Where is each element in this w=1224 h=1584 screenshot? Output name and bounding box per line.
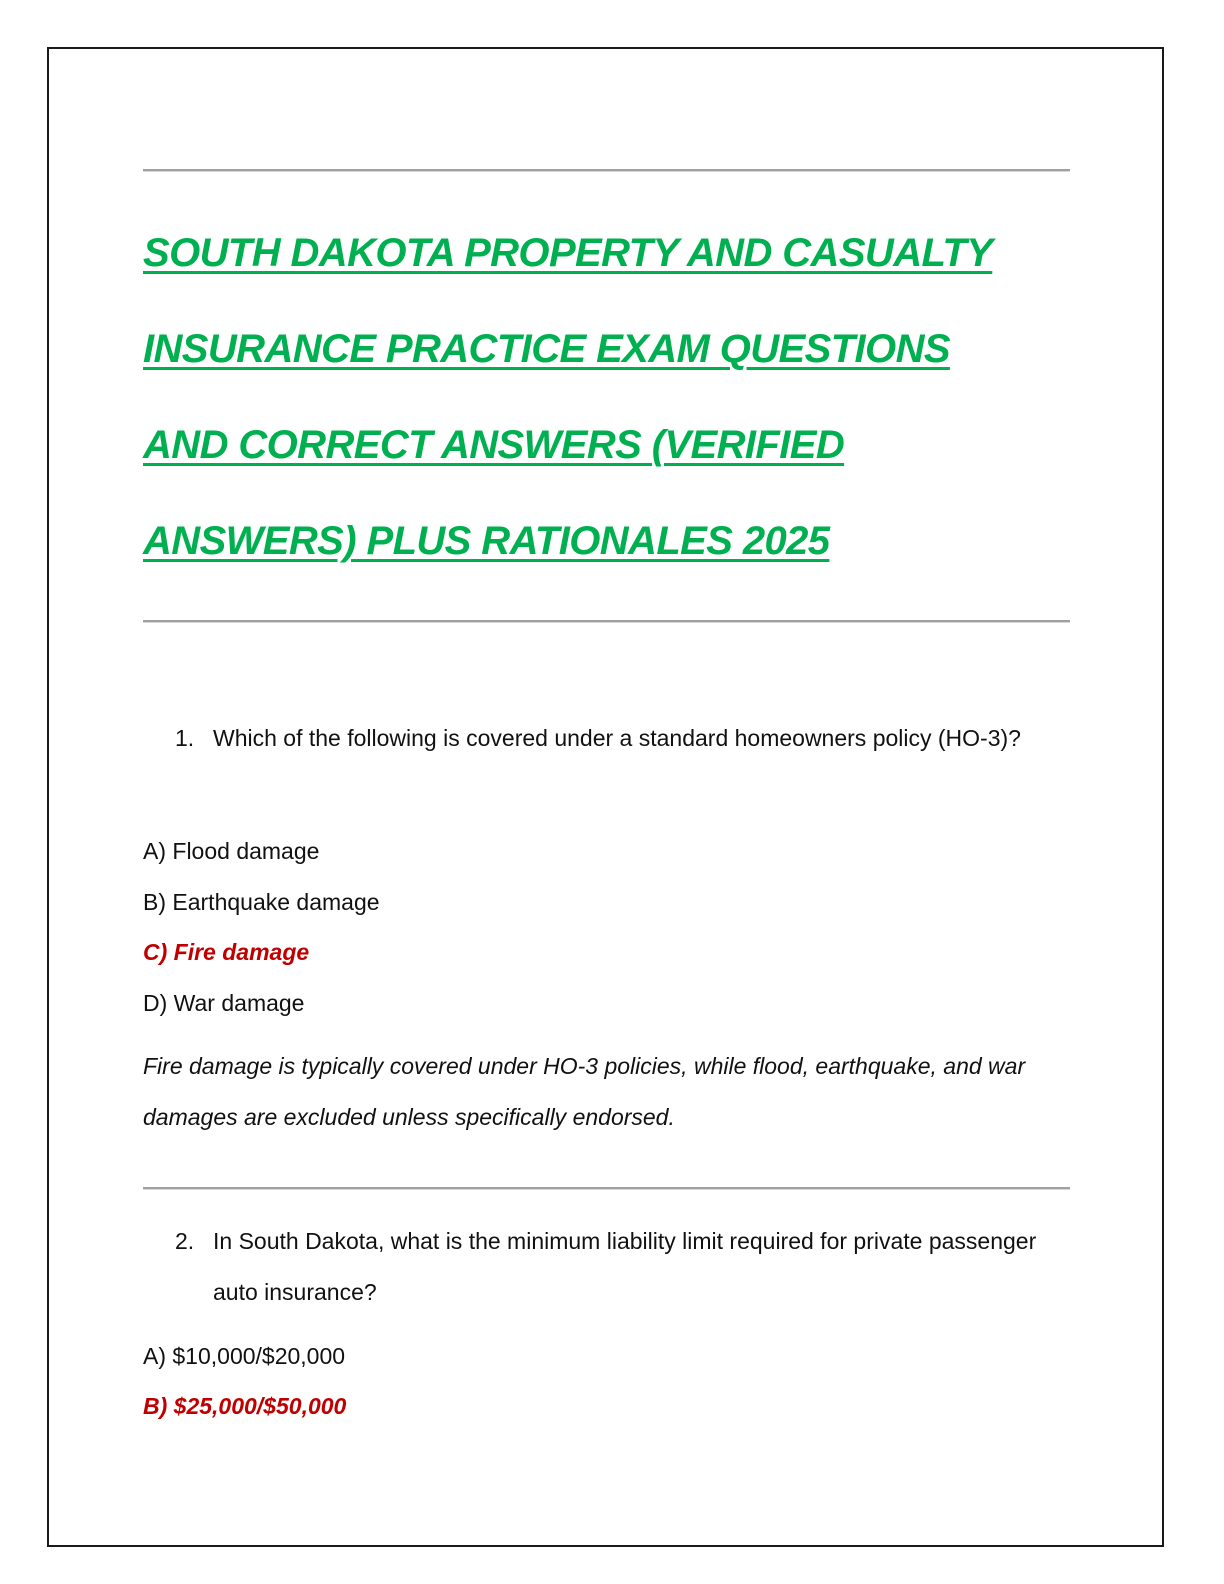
question-number: 2. (175, 1228, 195, 1254)
rationale-text: Fire damage is typically covered under HO-3 policies, while flood, earthquake, and war damages are excluded unless specifically endorsed. (143, 1053, 1026, 1130)
horizontal-rule (143, 169, 1070, 171)
answer-option: A) Flood damage (143, 838, 320, 864)
title-line: INSURANCE PRACTICE EXAM QUESTIONS (143, 327, 950, 371)
title-line: AND CORRECT ANSWERS (VERIFIED (143, 423, 845, 467)
question-number: 1. (175, 725, 195, 751)
answer-option: A) $10,000/$20,000 (143, 1343, 346, 1369)
document-title (143, 205, 1083, 589)
answer-option: D) War damage (143, 990, 305, 1016)
horizontal-rule (143, 620, 1070, 622)
correct-answer-option: B) $25,000/$50,000 (143, 1393, 347, 1419)
answer-option: B) Earthquake damage (143, 889, 380, 915)
question-text: In South Dakota, what is the minimum liability limit required for private passenger auto insurance? (213, 1228, 1037, 1305)
question-2 (175, 1216, 1055, 1318)
question-text: Which of the following is covered under a standard homeowners policy (HO-3)? (213, 725, 1021, 751)
title-line: SOUTH DAKOTA PROPERTY AND CASUALTY (143, 231, 993, 275)
title-line: ANSWERS) PLUS RATIONALES 2025 (143, 519, 830, 563)
horizontal-rule (143, 1187, 1070, 1189)
correct-answer-option: C) Fire damage (143, 939, 310, 965)
question-1 (175, 713, 1055, 764)
